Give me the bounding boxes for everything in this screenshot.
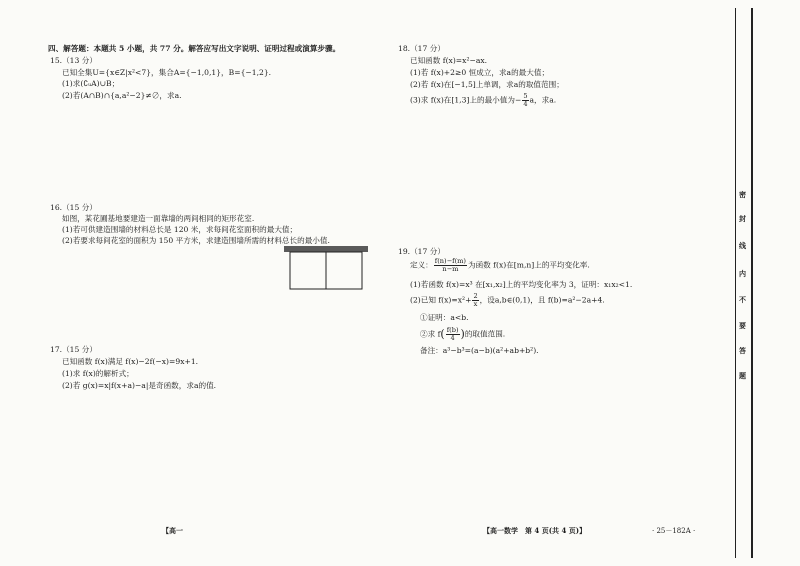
- section-header: 四、解答题：本题共 5 小题，共 77 分。解答应写出文字说明、证明过程或演算步骤。: [48, 44, 341, 53]
- problem-15-line-1: 已知全集U={x∈Z|x²<7}，集合A={−1,0,1}，B={−1,2}.: [62, 68, 272, 77]
- fraction-fb-over-4: $\frac{f(b)}{4}$: [446, 326, 459, 342]
- problem-19-note: 备注：a³−b³=(a−b)(a²+ab+b²).: [420, 346, 539, 355]
- problem-15-title: 15.（13 分）: [50, 56, 97, 65]
- problem-16-line-3: (2)若要求每间花室的面积为 150 平方米，求建造围墙所需的材料总长的最小值.: [62, 236, 330, 245]
- seal-char-5: 不: [739, 295, 746, 304]
- problem-18-line-3: (2)若 f(x)在[−1,5]上单调，求a的取值范围；: [410, 80, 564, 89]
- problem-18-line-4: (3)求 f(x)在[1,3]上的最小值为− $\frac{5}{4}$ a，求a.: [410, 92, 557, 108]
- footer-left: 【高一: [162, 526, 183, 535]
- problem-16-line-1: 如图，某花圃基地要建造一面靠墙的两间相同的矩形花室.: [62, 214, 255, 223]
- seal-char-2: 封: [739, 214, 746, 223]
- problem-19-title: 19.（17 分）: [398, 247, 445, 256]
- problem-19-q2-part-2: ②求 f( $\frac{f(b)}{4}$ )的取值范围.: [420, 326, 506, 342]
- problem-18-line-1: 已知函数 f(x)=x²−ax.: [410, 56, 488, 65]
- problem-15-line-3: (2)若(A∩B)∩{a,a²−2}≠∅，求a.: [62, 91, 182, 100]
- fraction-five-fourths: $\frac{5}{4}$: [523, 92, 528, 108]
- seal-char-1: 密: [739, 190, 746, 199]
- seal-char-3: 线: [739, 241, 746, 250]
- footer-page-info: 【高一数学 第 4 页(共 4 页)】: [483, 526, 587, 535]
- problem-19-q1: (1)若函数 f(x)=x³ 在[x₁,x₂]上的平均变化率为 3，证明：x₁x₂<1.: [410, 280, 633, 289]
- binding-line-left: [735, 8, 736, 558]
- fraction-average-rate: $\frac{f(n)-f(m)}{n-m}$: [434, 257, 466, 273]
- problem-17-line-2: (1)求 f(x)的解析式；: [62, 369, 134, 378]
- problem-16-line-2: (1)若可供建造围墙的材料总长是 120 米，求每间花室面积的最大值；: [62, 225, 298, 234]
- seal-char-7: 答: [739, 346, 746, 355]
- problem-18-line-2: (1)若 f(x)+2≥0 恒成立，求a的最大值；: [410, 68, 550, 77]
- wall-hatch: [284, 246, 368, 252]
- problem-19-q2-part-1: ①证明：a<b.: [420, 313, 469, 322]
- greenhouse-figure: [284, 246, 368, 292]
- seal-char-8: 题: [739, 371, 746, 380]
- problem-17-title: 17.（15 分）: [50, 345, 97, 354]
- problem-15-line-2: (1)求(∁ᵤA)∪B；: [62, 79, 120, 88]
- problem-16-title: 16.（15 分）: [50, 203, 97, 212]
- binding-line-right: [751, 8, 753, 558]
- footer-code: · 25－182A ·: [652, 527, 696, 535]
- seal-char-6: 要: [739, 321, 746, 330]
- problem-19-q2: (2)已知 f(x)=x²+ $\frac{2}{x}$ ，设a,b∈(0,1)，且 f(b)=a²−2a+4.: [410, 292, 605, 308]
- seal-char-4: 内: [739, 269, 746, 278]
- problem-18-title: 18.（17 分）: [398, 44, 445, 53]
- fraction-two-over-x: $\frac{2}{x}$: [473, 292, 478, 308]
- problem-17-line-1: 已知函数 f(x)满足 f(x)−2f(−x)=9x+1.: [62, 357, 199, 366]
- problem-17-line-3: (2)若 g(x)=x|f(x+a)−a|是奇函数，求a的值.: [62, 381, 217, 390]
- problem-19-definition: 定义： $\frac{f(n)-f(m)}{n-m}$ 为函数 f(x)在[m,n]上的平均变化率.: [410, 257, 590, 273]
